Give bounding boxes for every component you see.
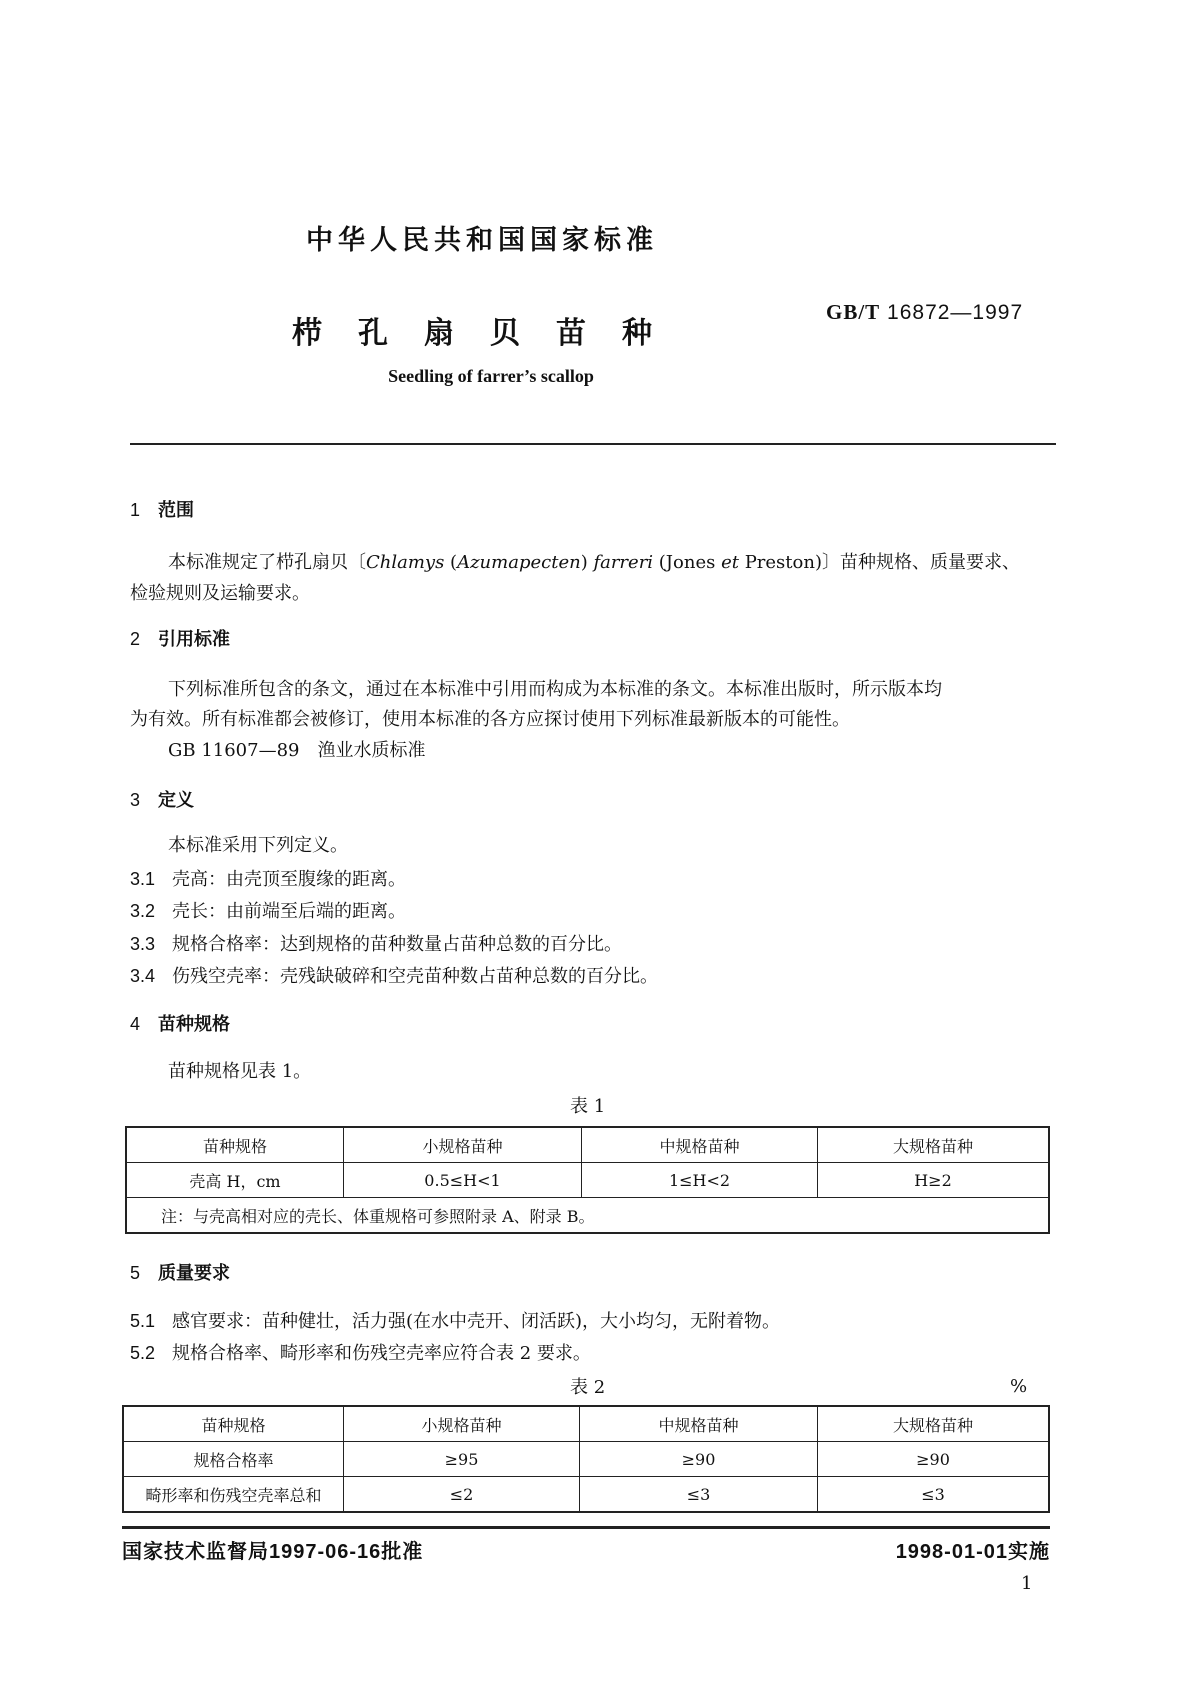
table-cell: ≥95: [344, 1442, 580, 1477]
section-2-heading: 2 引用标准: [130, 629, 230, 650]
effective-date: 1998-01-01实施: [895, 1541, 1050, 1563]
table-header: 小规格苗种: [344, 1406, 580, 1442]
table-row: [126, 1163, 1049, 1198]
table-cell: 壳高 H，cm: [126, 1163, 344, 1198]
footer-divider: [122, 1526, 1050, 1529]
table-2: [122, 1405, 1050, 1513]
table-row: [123, 1406, 1049, 1442]
document-title: 栉孔扇贝苗种: [292, 316, 688, 351]
table-header: 中规格苗种: [582, 1127, 818, 1163]
section-4-intro: 苗种规格见表 1。: [168, 1061, 312, 1082]
table-cell: ≤2: [344, 1477, 580, 1513]
table-1: [125, 1126, 1050, 1234]
section-5-heading: 5 质量要求: [130, 1263, 230, 1284]
section-4-heading: 4 苗种规格: [130, 1014, 230, 1035]
code-prefix: GB/T: [826, 300, 881, 324]
table-cell: ≥90: [580, 1442, 818, 1477]
table-header: 小规格苗种: [344, 1127, 582, 1163]
approval-date: 国家技术监督局1997-06-16批准: [122, 1541, 424, 1563]
section-1-para-cont: 检验规则及运输要求。: [130, 583, 310, 604]
requirement-5-1: 5.1 感官要求：苗种健壮，活力强(在水中壳开、闭活跃)，大小均匀，无附着物。: [130, 1311, 781, 1332]
section-1-para: 本标准规定了栉孔扇贝〔Chlamys (Azumapecten) farreri (Jones et Preston)〕苗种规格、质量要求、: [168, 552, 1020, 573]
table-2-caption: 表 2: [570, 1377, 606, 1398]
org-title: 中华人民共和国国家标准: [306, 225, 658, 256]
table-row: [126, 1198, 1049, 1234]
table-row: [123, 1477, 1049, 1513]
section-3-intro: 本标准采用下列定义。: [168, 835, 348, 856]
standard-code: [826, 300, 1023, 325]
section-1-heading: 1 范围: [130, 500, 194, 521]
table-cell: ≤3: [818, 1477, 1050, 1513]
definition-3-3: 3.3 规格合格率：达到规格的苗种数量占苗种总数的百分比。: [130, 934, 622, 955]
table-cell: ≥90: [818, 1442, 1050, 1477]
section-3-heading: 3 定义: [130, 790, 194, 811]
table-2-unit: %: [1010, 1376, 1028, 1397]
page-number: 1: [1021, 1573, 1033, 1594]
table-note: 注：与壳高相对应的壳长、体重规格可参照附录 A、附录 B。: [126, 1198, 1049, 1234]
english-title: Seedling of farrer’s scallop: [388, 366, 594, 386]
table-header: 苗种规格: [126, 1127, 344, 1163]
definition-3-1: 3.1 壳高：由壳顶至腹缘的距离。: [130, 869, 406, 890]
code-number: 16872—1997: [887, 301, 1024, 324]
table-cell: 规格合格率: [123, 1442, 344, 1477]
table-cell: H≥2: [818, 1163, 1050, 1198]
table-cell: 畸形率和伤残空壳率总和: [123, 1477, 344, 1513]
definition-3-2: 3.2 壳长：由前端至后端的距离。: [130, 901, 406, 922]
table-row: [123, 1442, 1049, 1477]
normative-reference: GB 11607—89 渔业水质标准: [168, 740, 426, 761]
table-1-caption: 表 1: [570, 1096, 606, 1117]
requirement-5-2: 5.2 规格合格率、畸形率和伤残空壳率应符合表 2 要求。: [130, 1343, 591, 1364]
header-divider: [130, 443, 1056, 445]
section-2-para-cont: 为有效。所有标准都会被修订，使用本标准的各方应探讨使用下列标准最新版本的可能性。: [130, 709, 850, 730]
table-header: 大规格苗种: [818, 1406, 1050, 1442]
section-2-para: 下列标准所包含的条文，通过在本标准中引用而构成为本标准的条文。本标准出版时，所示版本均: [168, 679, 942, 700]
table-header: 中规格苗种: [580, 1406, 818, 1442]
table-row: [126, 1127, 1049, 1163]
table-header: 大规格苗种: [818, 1127, 1050, 1163]
table-cell: ≤3: [580, 1477, 818, 1513]
definition-3-4: 3.4 伤残空壳率：壳残缺破碎和空壳苗种数占苗种总数的百分比。: [130, 966, 658, 987]
table-header: 苗种规格: [123, 1406, 344, 1442]
table-cell: 1≤H<2: [582, 1163, 818, 1198]
table-cell: 0.5≤H<1: [344, 1163, 582, 1198]
